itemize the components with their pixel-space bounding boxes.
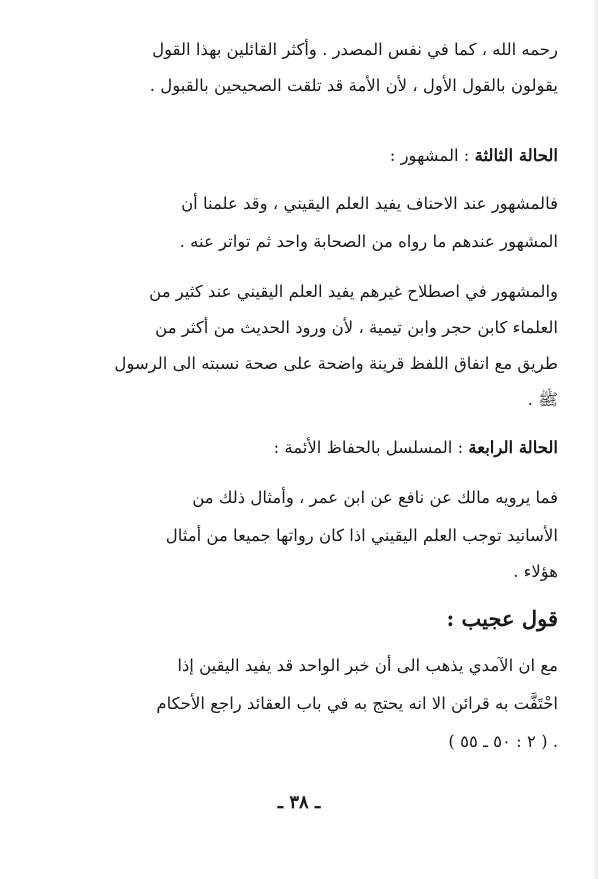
- paragraph-5-line-3: . ( ٢ : ٥٠ ـ ٥٥ ): [448, 732, 558, 751]
- paragraph-3-line-3: طريق مع اتفاق اللفظ قرينة واضحة على صحة نسبته الى الرسول: [114, 354, 558, 373]
- paragraph-3-line-4: ﷺ .: [527, 390, 558, 409]
- paragraph-5-line-1: مع ان الآمدي يذهب الى أن خبر الواحد قد يفيد اليقين إذا: [177, 656, 558, 675]
- paragraph-4-line-1: فما يرويه مالك عن نافع عن ابن عمر ، وأمثال ذلك من: [192, 488, 558, 507]
- paragraph-1-line-1: رحمه الله ، كما في نفس المصدر . وأكثر القائلين بهذا القول: [152, 40, 558, 59]
- case-4-heading-label: الحالة الرابعة: [468, 438, 558, 457]
- case-3-heading-label: الحالة الثالثة: [474, 146, 558, 165]
- case-3-heading-value: : المشهور :: [389, 146, 470, 165]
- paragraph-3-line-2: العلماء كابن حجر وابن تيمية ، لأن ورود الحديث من أكثر من: [155, 318, 558, 337]
- paragraph-1-line-2: يقولون بالقول الأول ، لأن الأمة قد تلقت الصحيحين بالقبول .: [149, 76, 558, 95]
- page-number: ـ ٣٨ ـ: [277, 792, 321, 813]
- paragraph-4-line-2: الأسانيد توجب العلم اليقيني اذا كان رواتها جميعا من أمثال: [165, 526, 558, 545]
- paragraph-2-line-1: فالمشهور عند الاحناف يفيد العلم اليقيني ، وقد علمنا أن: [181, 194, 558, 213]
- section-heading: قول عجيب :: [446, 606, 558, 631]
- paragraph-4-line-3: هؤلاء .: [513, 562, 558, 581]
- paragraph-5-line-2: احْتَفَّت به قرائن الا انه يحتج به في باب العقائد راجع الأحكام: [156, 694, 558, 713]
- scan-edge-shadow: [592, 0, 598, 879]
- paragraph-2-line-2: المشهور عندهم ما رواه من الصحابة واحد ثم تواتر عنه .: [179, 232, 558, 251]
- case-3-heading: [390, 148, 558, 165]
- case-4-heading-value: : المسلسل بالحفاظ الأئمة :: [273, 438, 464, 457]
- case-4-heading: [274, 440, 558, 457]
- paragraph-3-line-1: والمشهور في اصطلاح غيرهم يفيد العلم اليقيني عند كثير من: [149, 282, 558, 301]
